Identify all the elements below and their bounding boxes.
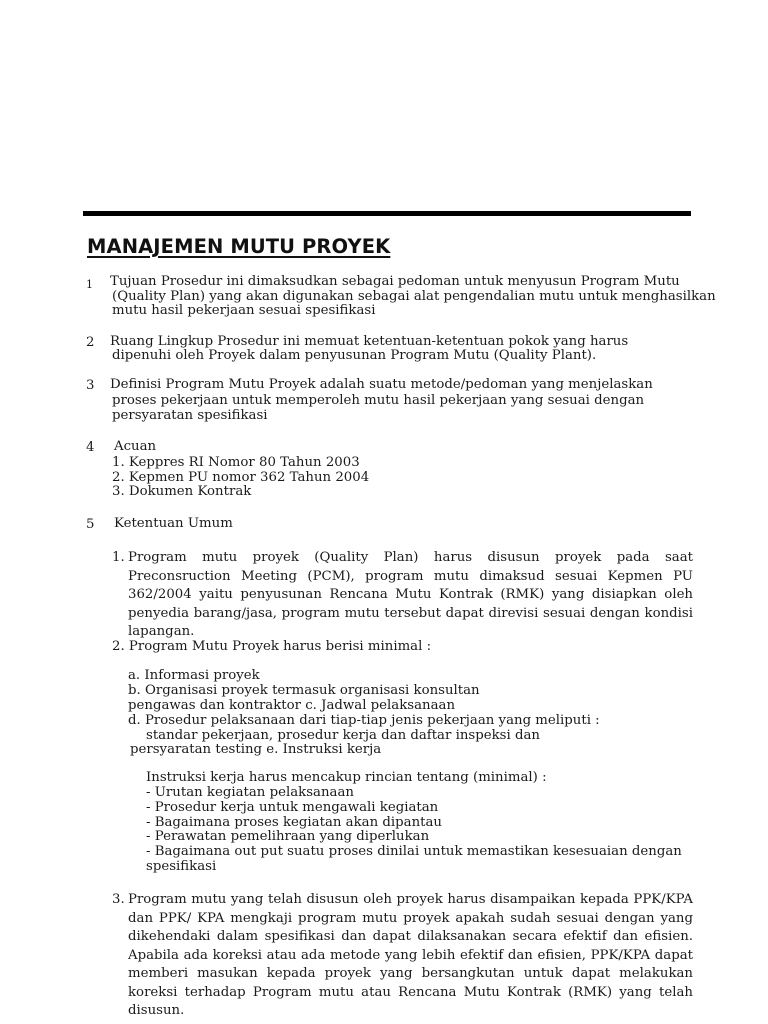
instruction-item: - Perawatan pemelihraan yang diperlukan (146, 829, 430, 844)
text-line: (Quality Plan) yang akan digunakan sebagai alat pengendalian mutu untuk menghasilkan (112, 289, 716, 304)
section-number: 5 (86, 517, 95, 532)
text-line: mutu hasil pekerjaan sesuai spesifikasi (112, 303, 376, 318)
section-number: 2 (86, 335, 95, 350)
paragraph-number: 3. (112, 892, 125, 907)
paragraph-number: 1. (112, 550, 125, 565)
section-number: 4 (86, 440, 95, 455)
section-number: 3 (86, 378, 95, 393)
paragraph-3: Program mutu yang telah disusun oleh proyek harus disampaikan kepada PPK/KPA dan PPK/ KPA mengkaji program mutu proyek apakah sudah sesuai dengan yang dikehendaki dalam spesifikasi dan dapat dilaksanakan secara efektif dan efisien. Apabila ada koreksi atau ada metode yang lebih efektif dan efisien, PPK/KPA dapat memberi masukan kepada proyek yang bersangkutan untuk dapat melakukan koreksi terhadap Program mutu atau Rencana Mutu Kontrak (RMK) yang telah disusun. (128, 892, 693, 1018)
section-heading: Acuan (114, 439, 157, 454)
instruction-item-tail: spesifikasi (146, 859, 217, 874)
list-item: standar pekerjaan, prosedur kerja dan daftar inspeksi dan (146, 728, 540, 743)
text-line: Definisi Program Mutu Proyek adalah suatu metode/pedoman yang menjelaskan (110, 377, 653, 392)
section-heading: Ketentuan Umum (114, 516, 233, 531)
text-line: Ruang Lingkup Prosedur ini memuat ketentuan-ketentuan pokok yang harus (110, 334, 629, 349)
list-item: b. Organisasi proyek termasuk organisasi konsultan (128, 683, 480, 698)
list-item: d. Prosedur pelaksanaan dari tiap-tiap jenis pekerjaan yang meliputi : (128, 713, 600, 728)
text-line: persyaratan spesifikasi (112, 408, 268, 423)
list-item: a. Informasi proyek (128, 668, 260, 683)
instruction-intro: Instruksi kerja harus mencakup rincian tentang (minimal) : (146, 770, 547, 785)
page-title: MANAJEMEN MUTU PROYEK (87, 235, 391, 258)
instruction-item: - Bagaimana proses kegiatan akan dipantau (146, 815, 442, 830)
text-line: proses pekerjaan untuk memperoleh mutu hasil pekerjaan yang sesuai dengan (112, 393, 645, 408)
list-item: 3. Dokumen Kontrak (112, 484, 252, 499)
section-number: 1 (86, 278, 93, 291)
text-line: dipenuhi oleh Proyek dalam penyusunan Program Mutu (Quality Plant). (112, 348, 597, 363)
header-rule (83, 211, 691, 216)
paragraph-2-heading: 2. Program Mutu Proyek harus berisi minimal : (112, 639, 432, 654)
paragraph-1: Program mutu proyek (Quality Plan) harus disusun proyek pada saat Preconsruction Meeting (PCM), program mutu dimaksud sesuai Kepmen PU 362/2004 yaitu penyusunan Rencana Mutu Kontrak (RMK) yang disiapkan oleh penyedia barang/jasa, program mutu tersebut dapat direvisi sesuai dengan kondisi lapangan. (128, 550, 693, 639)
instruction-item: - Prosedur kerja untuk mengawali kegiatan (146, 800, 439, 815)
list-item: persyaratan testing e. Instruksi kerja (130, 742, 382, 757)
list-item: 1. Keppres RI Nomor 80 Tahun 2003 (112, 455, 360, 470)
instruction-item: - Bagaimana out put suatu proses dinilai untuk memastikan kesesuaian dengan (146, 844, 682, 859)
instruction-item: - Urutan kegiatan pelaksanaan (146, 785, 354, 800)
list-item: 2. Kepmen PU nomor 362 Tahun 2004 (112, 470, 370, 485)
text-line: Tujuan Prosedur ini dimaksudkan sebagai pedoman untuk menyusun Program Mutu (110, 274, 680, 289)
list-item: pengawas dan kontraktor c. Jadwal pelaksanaan (128, 698, 456, 713)
